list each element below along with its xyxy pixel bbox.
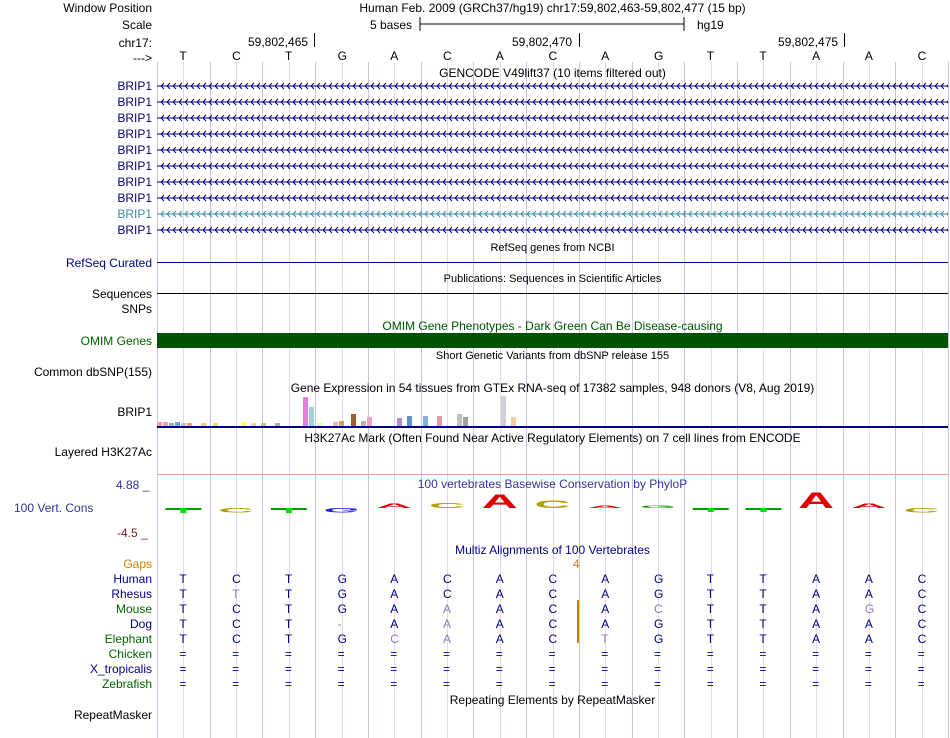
gtex-tissue-bar bbox=[339, 421, 344, 426]
refseq-label[interactable]: RefSeq Curated bbox=[65, 256, 152, 270]
svg-text:A: A bbox=[587, 504, 624, 510]
multiz-base: C bbox=[232, 602, 241, 616]
multiz-base: T bbox=[759, 587, 767, 601]
gtex-tissue-bar bbox=[275, 423, 280, 426]
multiz-base: = bbox=[601, 662, 609, 676]
multiz-base: = bbox=[601, 647, 609, 661]
multiz-base: G bbox=[653, 587, 664, 601]
multiz-base: = bbox=[337, 662, 345, 676]
base-letter: C bbox=[548, 49, 558, 63]
h3k27ac-title[interactable]: H3K27Ac Mark (Often Found Near Active Regulatory Elements) on 7 cell lines from ENCODE bbox=[304, 431, 801, 445]
gtex-title[interactable]: Gene Expression in 54 tissues from GTEx RNA-seq of 17382 samples, 948 donors (V8, Aug 2019) bbox=[290, 381, 815, 395]
gtex-tissue-bar bbox=[511, 417, 516, 426]
gencode-item-label[interactable]: BRIP1 bbox=[117, 143, 152, 157]
multiz-base: T bbox=[759, 602, 767, 616]
base-letter: T bbox=[706, 49, 715, 63]
phylop-base-glyph bbox=[851, 502, 888, 509]
strand-label: ---> bbox=[133, 51, 152, 65]
gtex-tissue-bar bbox=[163, 422, 168, 426]
multiz-base: A bbox=[495, 587, 504, 601]
multiz-base: A bbox=[390, 602, 399, 616]
publications-title[interactable]: Publications: Sequences in Scientific Articles bbox=[443, 273, 662, 285]
multiz-base: = bbox=[390, 662, 398, 676]
gtex-tissue-bar bbox=[157, 422, 162, 426]
multiz-base: T bbox=[284, 587, 293, 601]
multiz-species-label[interactable]: Human bbox=[113, 572, 152, 586]
snps-label[interactable]: SNPs bbox=[121, 302, 152, 316]
multiz-base: = bbox=[443, 662, 451, 676]
phylop-base-glyph bbox=[640, 505, 676, 509]
multiz-base: = bbox=[864, 647, 872, 661]
multiz-base: = bbox=[284, 647, 292, 661]
multiz-base: = bbox=[495, 647, 503, 661]
multiz-base: A bbox=[864, 617, 873, 631]
multiz-species-label[interactable]: Mouse bbox=[115, 602, 152, 616]
omim-label[interactable]: OMIM Genes bbox=[80, 334, 152, 348]
multiz-base: A bbox=[495, 572, 504, 586]
base-letter: T bbox=[179, 49, 187, 63]
multiz-base: C bbox=[917, 587, 927, 601]
phylop-base-glyph bbox=[798, 490, 834, 513]
multiz-base: A bbox=[864, 572, 873, 586]
gencode-transcript-line[interactable] bbox=[157, 81, 948, 91]
multiz-base: A bbox=[812, 602, 821, 616]
multiz-base: = bbox=[759, 662, 767, 676]
gtex-tissue-bar bbox=[309, 407, 314, 426]
multiz-base: = bbox=[653, 662, 661, 676]
multiz-base: = bbox=[706, 662, 714, 676]
window-position-value: Human Feb. 2009 (GRCh37/hg19) chr17:59,802,463-59,802,477 (15 bp) bbox=[359, 1, 746, 15]
phylop-base-glyph bbox=[429, 501, 465, 509]
phylop-max-label: 4.88 _ bbox=[116, 478, 150, 492]
multiz-base: A bbox=[812, 587, 821, 601]
multiz-base: A bbox=[812, 632, 821, 646]
phylop-base-glyph bbox=[165, 508, 201, 513]
svg-text:A: A bbox=[481, 490, 518, 513]
base-letter: C bbox=[443, 49, 452, 63]
multiz-base: A bbox=[601, 602, 610, 616]
multiz-base: = bbox=[759, 647, 767, 661]
svg-text:A: A bbox=[376, 502, 414, 510]
multiz-base: G bbox=[337, 632, 347, 646]
multiz-base: = bbox=[864, 662, 872, 676]
multiz-base: = bbox=[443, 677, 451, 691]
multiz-base: T bbox=[601, 632, 609, 646]
svg-text:C: C bbox=[534, 497, 572, 511]
multiz-base: G bbox=[337, 587, 347, 601]
multiz-base: T bbox=[284, 602, 293, 616]
base-letter: C bbox=[917, 49, 927, 63]
multiz-base: G bbox=[653, 572, 664, 586]
gtex-tissue-bar bbox=[367, 417, 372, 426]
gap-count: 4 bbox=[573, 557, 580, 571]
multiz-species-label[interactable]: Rhesus bbox=[111, 587, 152, 601]
multiz-base: = bbox=[179, 662, 187, 676]
svg-text:G: G bbox=[323, 506, 360, 514]
gtex-label[interactable]: BRIP1 bbox=[117, 405, 152, 419]
multiz-base: = bbox=[284, 662, 292, 676]
multiz-base: = bbox=[337, 647, 345, 661]
multiz-base: C bbox=[548, 572, 558, 586]
multiz-base: C bbox=[917, 632, 927, 646]
multiz-base: = bbox=[179, 677, 187, 691]
gencode-transcript-line[interactable] bbox=[157, 225, 948, 235]
multiz-base: C bbox=[232, 617, 241, 631]
base-letter: C bbox=[232, 49, 241, 63]
coord-tick-mark-2 bbox=[579, 33, 580, 47]
gtex-tissue-bar bbox=[181, 423, 186, 426]
multiz-base: = bbox=[495, 662, 503, 676]
multiz-base: = bbox=[812, 677, 820, 691]
multiz-base: T bbox=[706, 602, 715, 616]
refseq-title[interactable]: RefSeq genes from NCBI bbox=[490, 242, 615, 254]
gtex-tissue-bar bbox=[241, 422, 246, 426]
multiz-base: C bbox=[917, 572, 927, 586]
multiz-base: T bbox=[706, 572, 715, 586]
phylop-base-glyph bbox=[693, 508, 729, 512]
multiz-base: = bbox=[337, 677, 345, 691]
base-letter: A bbox=[812, 49, 821, 63]
multiz-base: = bbox=[917, 677, 925, 691]
gencode-transcript-line[interactable] bbox=[157, 209, 948, 219]
coord-tick-mark-3 bbox=[844, 33, 845, 47]
gtex-tissue-bar bbox=[213, 423, 218, 426]
phylop-base-glyph bbox=[745, 508, 781, 512]
multiz-base: = bbox=[864, 677, 872, 691]
gencode-item-label[interactable]: BRIP1 bbox=[117, 223, 152, 237]
gencode-transcript-line[interactable] bbox=[157, 161, 948, 171]
multiz-base: T bbox=[706, 632, 715, 646]
publications-line[interactable] bbox=[157, 293, 948, 294]
multiz-base: G bbox=[337, 602, 347, 616]
gap-insertion-mark bbox=[577, 600, 579, 643]
multiz-species-label[interactable]: Elephant bbox=[104, 632, 152, 646]
gtex-tissue-bar bbox=[361, 421, 366, 426]
gtex-tissue-bar bbox=[351, 414, 356, 426]
multiz-base: = bbox=[232, 677, 240, 691]
multiz-base: = bbox=[284, 677, 292, 691]
svg-text:C: C bbox=[429, 501, 466, 510]
phylop-base-glyph bbox=[904, 506, 941, 513]
multiz-base: C bbox=[548, 602, 558, 616]
multiz-base: = bbox=[653, 647, 661, 661]
multiz-base: G bbox=[337, 572, 347, 586]
gtex-tissue-bar bbox=[251, 423, 256, 426]
multiz-base: T bbox=[759, 632, 767, 646]
gencode-item-label[interactable]: BRIP1 bbox=[117, 79, 152, 93]
multiz-base: C bbox=[548, 632, 558, 646]
omim-bar[interactable] bbox=[157, 333, 948, 348]
multiz-base: C bbox=[443, 587, 452, 601]
multiz-base: A bbox=[864, 632, 873, 646]
multiz-base: A bbox=[864, 587, 873, 601]
svg-text:A: A bbox=[798, 490, 835, 513]
repeatmasker-label[interactable]: RepeatMasker bbox=[73, 708, 152, 722]
multiz-base: = bbox=[390, 677, 398, 691]
multiz-base: T bbox=[759, 572, 767, 586]
multiz-base: A bbox=[495, 617, 504, 631]
multiz-base: G bbox=[864, 602, 875, 616]
h3k27ac-baseline[interactable] bbox=[157, 474, 948, 475]
multiz-base: A bbox=[495, 602, 504, 616]
gtex-tissue-bar bbox=[407, 416, 412, 426]
gencode-transcript-line[interactable] bbox=[157, 129, 948, 139]
multiz-base: C bbox=[390, 632, 399, 646]
multiz-base: = bbox=[548, 677, 556, 691]
multiz-base: T bbox=[179, 587, 187, 601]
multiz-base: G bbox=[653, 617, 664, 631]
gtex-tissue-bar bbox=[187, 423, 192, 426]
multiz-base: A bbox=[601, 617, 610, 631]
scale-value: 5 bases bbox=[370, 18, 413, 32]
multiz-base: C bbox=[917, 602, 927, 616]
gtex-tissue-bar bbox=[457, 414, 462, 426]
gencode-item-label[interactable]: BRIP1 bbox=[117, 207, 152, 221]
gencode-transcript-line[interactable] bbox=[157, 177, 948, 187]
coord-tick-mark-1 bbox=[314, 33, 315, 47]
gtex-tissue-bar bbox=[201, 423, 206, 426]
phylop-logo[interactable] bbox=[157, 490, 948, 526]
phylop-track-label[interactable]: 100 Vert. Cons bbox=[14, 501, 94, 515]
gtex-tissue-bar bbox=[317, 423, 322, 426]
refseq-line[interactable] bbox=[157, 262, 948, 263]
phylop-min-label: -4.5 _ bbox=[117, 526, 148, 540]
multiz-base: C bbox=[443, 572, 452, 586]
base-letter: A bbox=[495, 49, 504, 63]
coord-tick-2: 59,802,470 bbox=[512, 35, 573, 49]
multiz-base: T bbox=[179, 572, 187, 586]
multiz-base: A bbox=[390, 587, 399, 601]
gaps-label[interactable]: Gaps bbox=[123, 557, 152, 571]
multiz-base: A bbox=[443, 602, 452, 616]
multiz-base: T bbox=[179, 632, 187, 646]
gtex-tissue-bar bbox=[261, 423, 266, 426]
multiz-base: = bbox=[548, 647, 556, 661]
repeatmasker-title[interactable]: Repeating Elements by RepeatMasker bbox=[449, 693, 656, 707]
phylop-base-glyph bbox=[587, 505, 623, 509]
multiz-base: A bbox=[443, 617, 452, 631]
gencode-transcript-line[interactable] bbox=[157, 145, 948, 155]
multiz-base: T bbox=[179, 602, 187, 616]
phylop-base-glyph bbox=[535, 498, 572, 511]
phylop-base-glyph bbox=[376, 502, 413, 509]
multiz-base: = bbox=[812, 662, 820, 676]
gencode-transcript-line[interactable] bbox=[157, 113, 948, 123]
multiz-base: T bbox=[232, 587, 240, 601]
base-letter: A bbox=[601, 49, 610, 63]
multiz-base: T bbox=[706, 617, 715, 631]
multiz-base: A bbox=[601, 572, 610, 586]
assembly-label: hg19 bbox=[697, 18, 724, 32]
multiz-title[interactable]: Multiz Alignments of 100 Vertebrates bbox=[455, 543, 650, 557]
base-letter: G bbox=[653, 49, 664, 63]
base-letter: A bbox=[390, 49, 399, 63]
gtex-tissue-bar bbox=[423, 416, 428, 426]
multiz-base: A bbox=[495, 632, 504, 646]
multiz-species-label[interactable]: Chicken bbox=[108, 647, 152, 661]
base-letter: A bbox=[864, 49, 873, 63]
multiz-base: A bbox=[812, 617, 821, 631]
gencode-item-label[interactable]: BRIP1 bbox=[117, 191, 152, 205]
multiz-base: C bbox=[548, 617, 558, 631]
multiz-base: = bbox=[232, 662, 240, 676]
multiz-base: C bbox=[232, 632, 241, 646]
multiz-base: = bbox=[812, 647, 820, 661]
multiz-base: = bbox=[232, 647, 240, 661]
gtex-tissue-bar bbox=[437, 416, 442, 426]
gencode-item-label[interactable]: BRIP1 bbox=[117, 175, 152, 189]
dbsnp-label[interactable]: Common dbSNP(155) bbox=[33, 365, 152, 379]
window-position-label: Window Position bbox=[63, 1, 152, 15]
multiz-base: = bbox=[759, 677, 767, 691]
publications-label[interactable]: Sequences bbox=[91, 287, 152, 301]
coord-tick-3: 59,802,475 bbox=[778, 35, 839, 49]
multiz-base: A bbox=[390, 572, 399, 586]
base-letter: G bbox=[337, 49, 347, 63]
phylop-base-glyph bbox=[271, 508, 307, 513]
multiz-base: G bbox=[653, 632, 664, 646]
coord-tick-1: 59,802,465 bbox=[248, 35, 309, 49]
multiz-base: = bbox=[601, 677, 609, 691]
multiz-base: C bbox=[548, 587, 558, 601]
phylop-base-glyph bbox=[482, 491, 518, 513]
multiz-base: = bbox=[390, 647, 398, 661]
multiz-species-label[interactable]: X_tropicalis bbox=[89, 662, 152, 676]
multiz-base: A bbox=[443, 632, 452, 646]
multiz-base: A bbox=[601, 587, 610, 601]
phylop-title[interactable]: 100 vertebrates Basewise Conservation by PhyloP bbox=[417, 477, 688, 491]
dbsnp-title[interactable]: Short Genetic Variants from dbSNP release 155 bbox=[435, 350, 670, 362]
base-letter: T bbox=[759, 49, 767, 63]
multiz-base: T bbox=[284, 572, 293, 586]
multiz-base: A bbox=[390, 617, 399, 631]
multiz-base: = bbox=[443, 647, 451, 661]
gtex-tissue-bar bbox=[169, 423, 174, 426]
gtex-tissue-bar bbox=[333, 422, 338, 426]
gtex-tissue-bar bbox=[303, 397, 308, 426]
gencode-item-label[interactable]: BRIP1 bbox=[117, 111, 152, 125]
multiz-base: = bbox=[179, 647, 187, 661]
multiz-base: = bbox=[495, 677, 503, 691]
svg-text:A: A bbox=[850, 502, 888, 510]
multiz-base: = bbox=[653, 677, 661, 691]
gencode-item-label[interactable]: BRIP1 bbox=[117, 127, 152, 141]
multiz-base: C bbox=[232, 572, 241, 586]
multiz-base: T bbox=[759, 617, 767, 631]
gtex-expression-bars[interactable] bbox=[157, 395, 948, 429]
omim-title[interactable]: OMIM Gene Phenotypes - Dark Green Can Be Disease-causing bbox=[382, 319, 723, 333]
multiz-base: = bbox=[548, 662, 556, 676]
multiz-base: C bbox=[653, 602, 663, 616]
scale-bar bbox=[418, 16, 688, 32]
gencode-transcript-line[interactable] bbox=[157, 97, 948, 107]
gencode-item-label[interactable]: BRIP1 bbox=[117, 95, 152, 109]
multiz-base: T bbox=[284, 632, 293, 646]
multiz-base: - bbox=[337, 617, 342, 631]
multiz-base: = bbox=[706, 677, 714, 691]
base-letter: T bbox=[284, 49, 293, 63]
phylop-base-glyph bbox=[218, 506, 255, 513]
svg-text:C: C bbox=[903, 506, 941, 514]
svg-text:G: G bbox=[639, 504, 676, 510]
multiz-base: = bbox=[917, 662, 925, 676]
scale-label: Scale bbox=[121, 18, 152, 32]
chrom-label: chr17: bbox=[118, 36, 152, 50]
gtex-tissue-bar bbox=[501, 396, 506, 426]
multiz-base: = bbox=[917, 647, 925, 661]
multiz-base: A bbox=[812, 572, 821, 586]
gtex-tissue-bar bbox=[463, 417, 468, 426]
gencode-transcript-line[interactable] bbox=[157, 193, 948, 203]
multiz-base: = bbox=[706, 647, 714, 661]
gencode-title[interactable]: GENCODE V49lift37 (10 items filtered out) bbox=[439, 66, 666, 80]
multiz-species-label[interactable]: Dog bbox=[129, 617, 152, 631]
multiz-base: T bbox=[706, 587, 715, 601]
h3k27ac-label[interactable]: Layered H3K27Ac bbox=[54, 445, 152, 459]
multiz-base: C bbox=[917, 617, 927, 631]
phylop-base-glyph bbox=[324, 506, 360, 513]
gtex-tissue-bar bbox=[175, 422, 180, 426]
multiz-base: T bbox=[179, 617, 187, 631]
svg-text:C: C bbox=[218, 506, 255, 514]
gtex-tissue-bar bbox=[397, 418, 402, 426]
multiz-base: T bbox=[284, 617, 293, 631]
gencode-item-label[interactable]: BRIP1 bbox=[117, 159, 152, 173]
multiz-species-label[interactable]: Zebrafish bbox=[101, 677, 152, 691]
